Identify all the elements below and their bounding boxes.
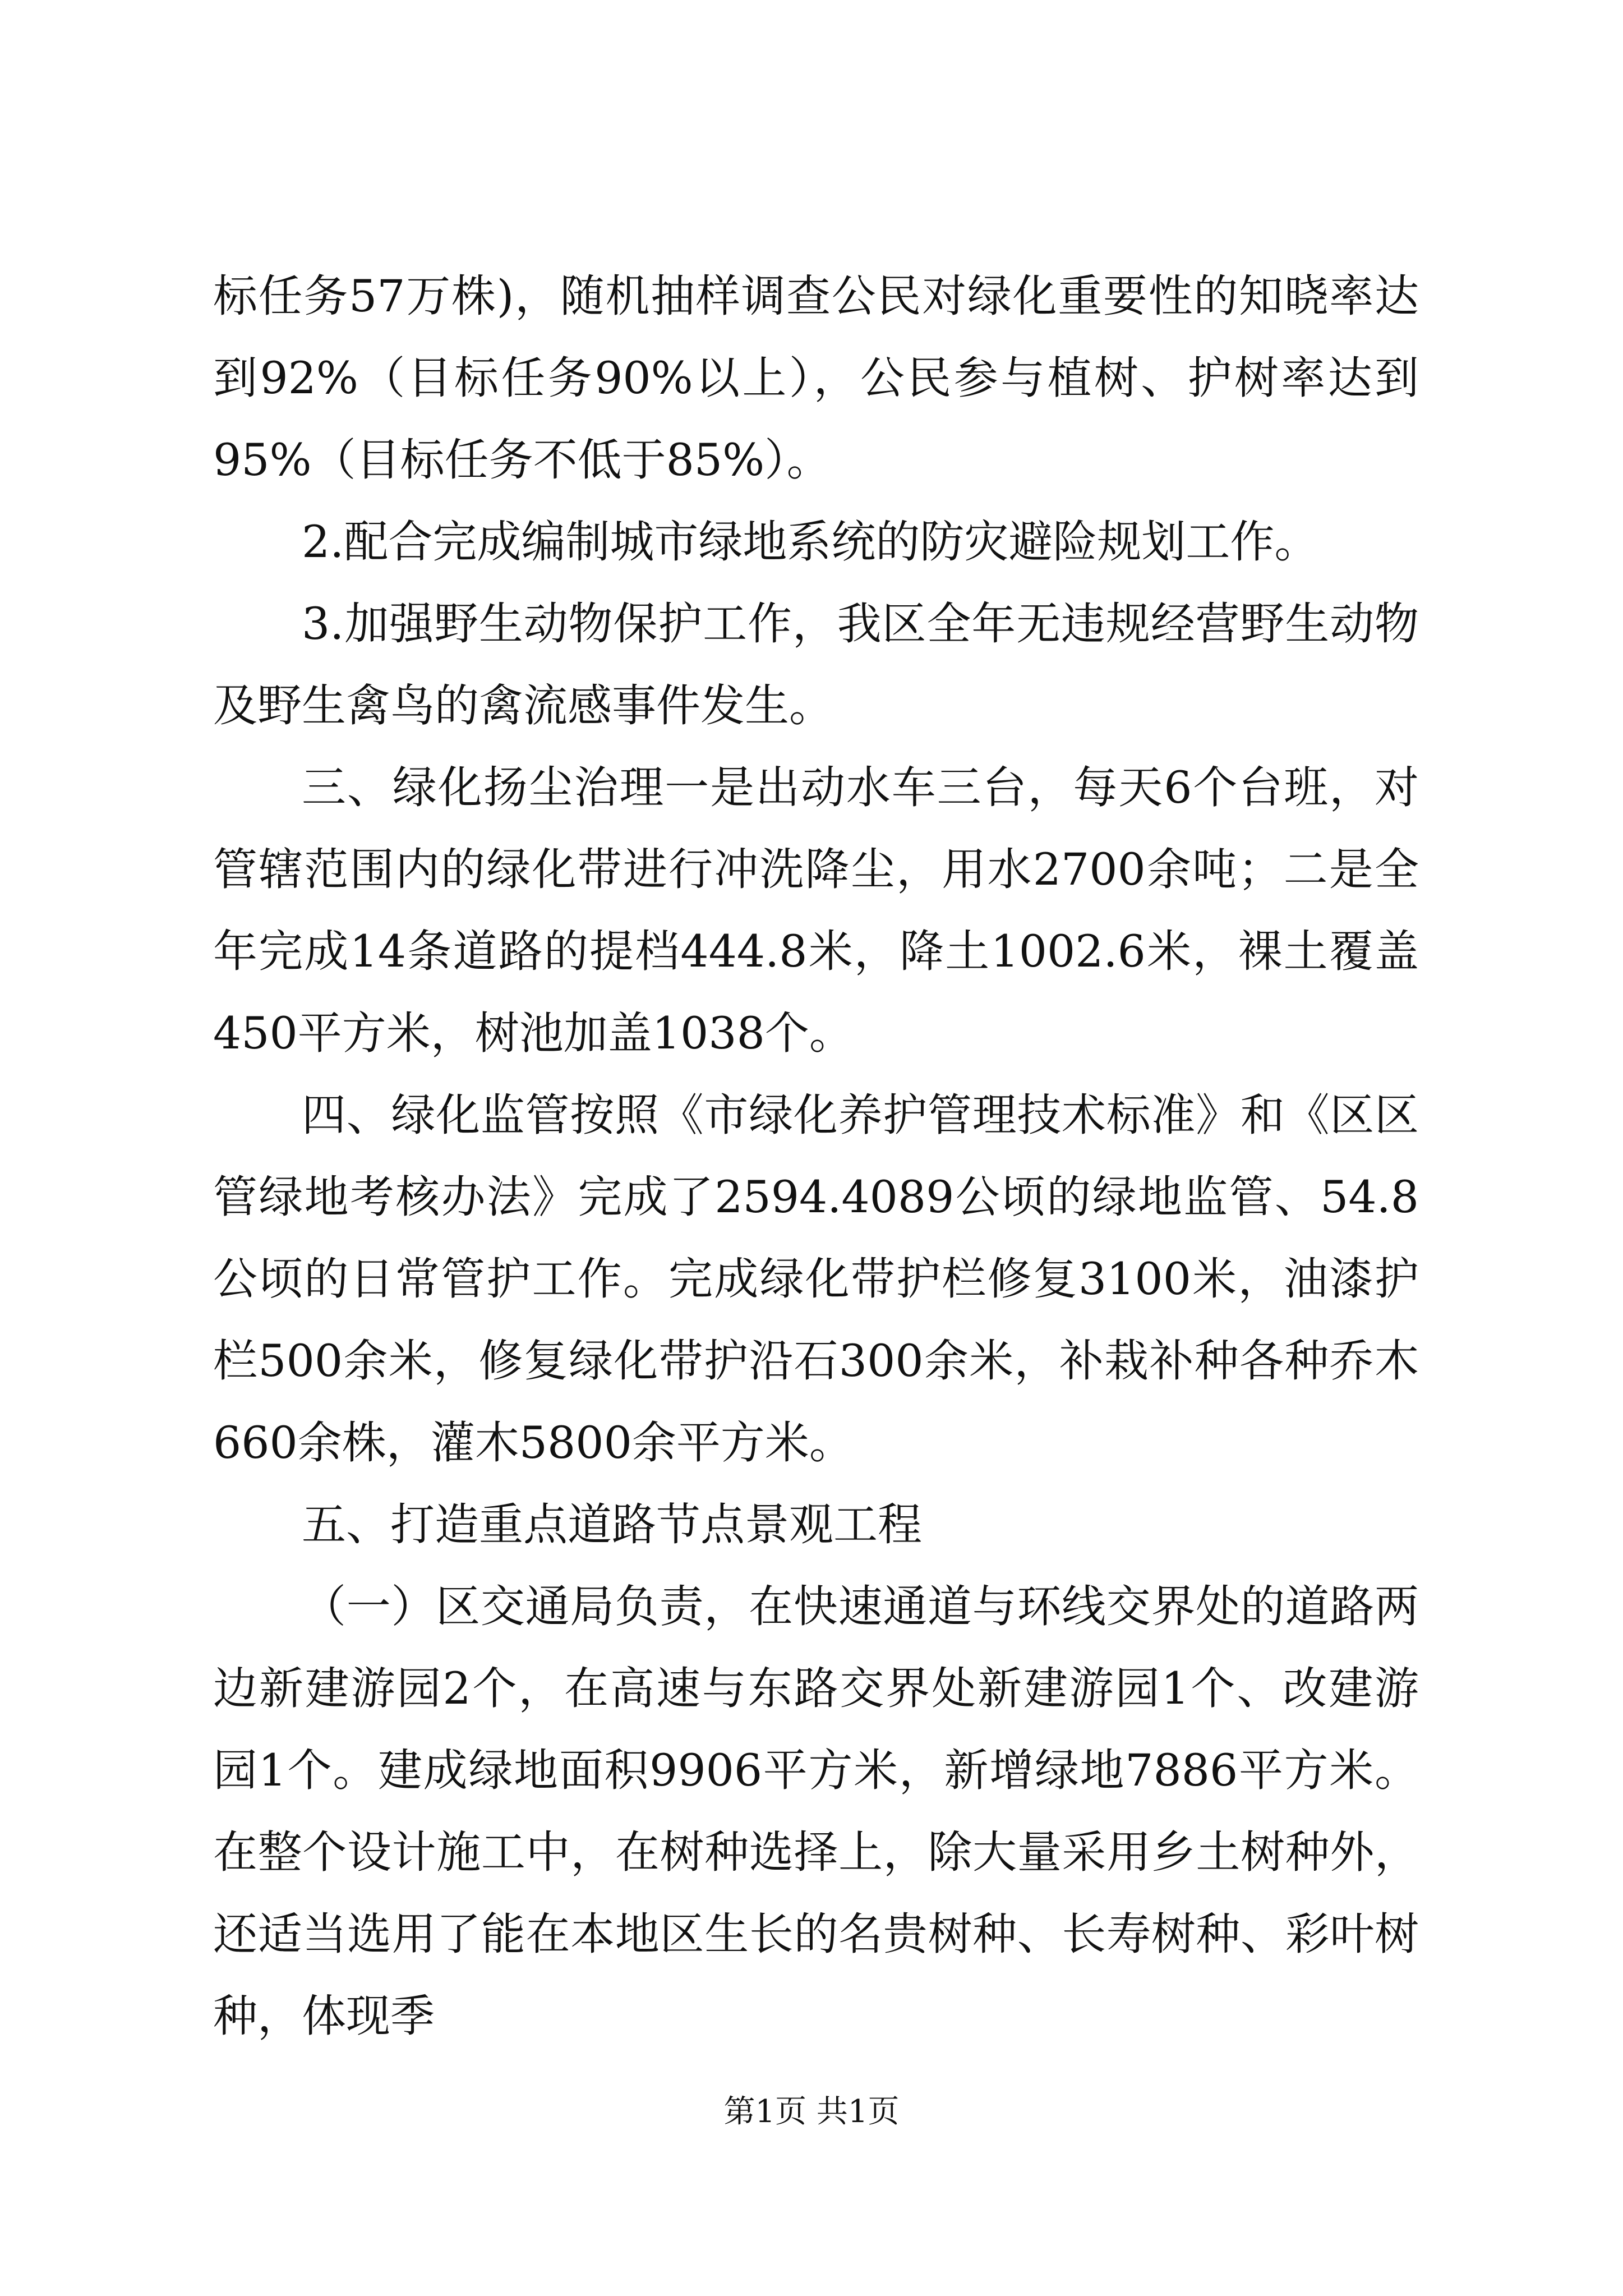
paragraph-7: （一）区交通局负责，在快速通道与环线交界处的道路两边新建游园2个，在高速与东路交界处新建游园1个、改建游园1个。建成绿地面积9906平方米，新增绿地7886平方米。在整个设计施工中，在树种选择上，除大量采用乡土树种外，还适当选用了能在本地区生长的名贵树种、长寿树种、彩叶树种，体现季 [213, 1581, 1419, 2042]
page-footer: 第1页 共1页 [723, 2093, 900, 2130]
paragraph-6: 五、打造重点道路节点景观工程 [302, 1499, 922, 1550]
paragraph-4: 三、绿化扬尘治理一是出动水车三台，每天6个台班，对管辖范围内的绿化带进行冲洗降尘，用水2700余吨；二是全年完成14条道路的提档444.8米，降土1002.6米，裸土覆盖450平方米，树池加盖1038个。 [213, 762, 1419, 1059]
document-body [213, 255, 1419, 2057]
paragraph-2: 2.配合完成编制城市绿地系统的防灾避险规划工作。 [302, 516, 1319, 568]
paragraph-5: 四、绿化监管按照《市绿化养护管理技术标准》和《区区管绿地考核办法》完成了2594.4089公顷的绿地监管、54.8公顷的日常管护工作。完成绿化带护栏修复3100米，油漆护栏500余米，修复绿化带护沿石300余米，补栽补种各种乔木660余株，灌木5800余平方米。 [213, 1089, 1419, 1469]
paragraph-3: 3.加强野生动物保护工作，我区全年无违规经营野生动物及野生禽鸟的禽流感事件发生。 [213, 598, 1419, 731]
paragraph-1: 标任务57万株)，随机抽样调查公民对绿化重要性的知晓率达到92%（目标任务90%以上），公民参与植树、护树率达到95%（目标任务不低于85%）。 [213, 270, 1419, 486]
